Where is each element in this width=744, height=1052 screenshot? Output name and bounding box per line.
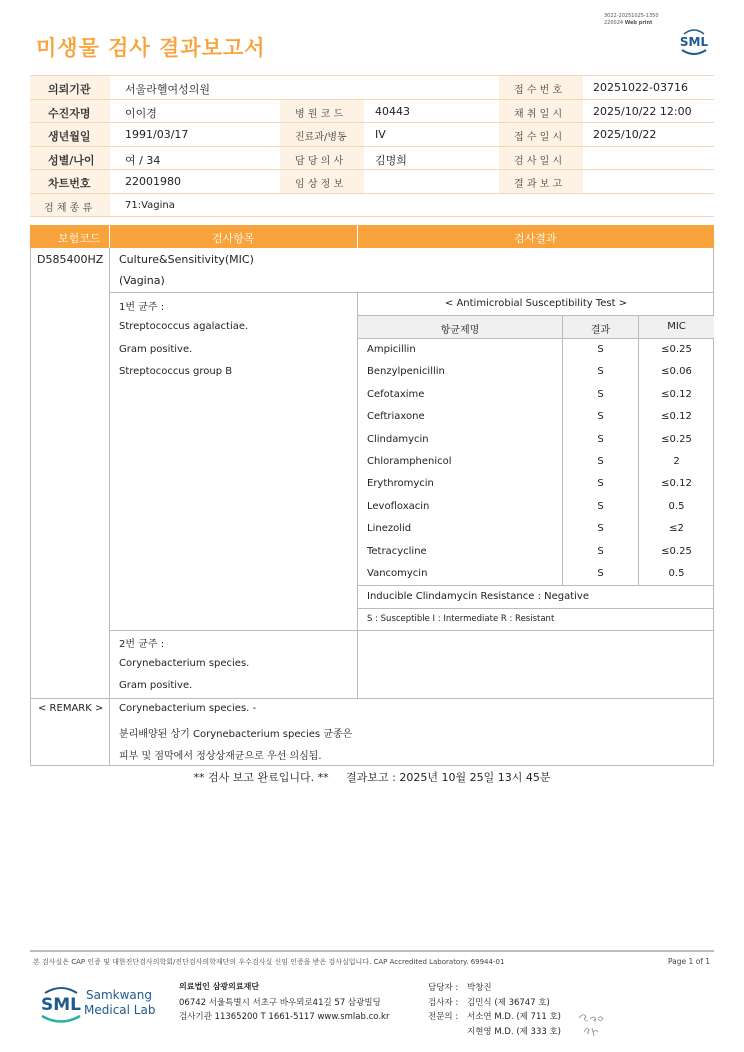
ast-drug-name: Erythromycin <box>367 478 434 490</box>
strain1-line: Streptococcus group B <box>119 366 233 377</box>
value-accession: 20251022-03716 <box>593 81 688 94</box>
ast-result: S <box>597 366 604 378</box>
ast-result: S <box>597 500 604 512</box>
ast-mic: 0.5 <box>668 500 685 512</box>
strain2-line: Corynebacterium species. <box>119 658 250 669</box>
strain1-line: Streptococcus agalactiae. <box>119 321 249 332</box>
strain2-label: 2번 균주 : <box>119 639 165 650</box>
info-row <box>30 76 714 100</box>
staff-role: 담당자 : <box>428 983 459 993</box>
label-collection-time: 채 취 일 시 <box>514 108 563 120</box>
sml-footer-logo <box>36 983 86 1029</box>
info-row <box>30 123 714 147</box>
strain2-line: Gram positive. <box>119 680 193 691</box>
label-department: 진료과/병동 <box>295 132 347 143</box>
ast-result: S <box>597 456 604 467</box>
ast-col-drug: 항균제명 <box>440 325 480 336</box>
completion-note: ** 검사 보고 완료입니다. ** 결과보고 : 2025년 10월 25일 13시 45분 <box>193 771 551 784</box>
ast-mic: ≤0.25 <box>661 545 692 557</box>
ast-drug-name: Ceftriaxone <box>367 411 425 423</box>
ast-result: S <box>597 411 604 423</box>
sml-logo-icon <box>676 24 712 60</box>
info-row <box>30 170 714 194</box>
ast-mic: ≤0.12 <box>661 388 692 400</box>
label-patient-name: 수진자명 <box>48 106 91 120</box>
web-print-label: Web print <box>624 20 653 26</box>
org-address: 06742 서울특별시 서초구 바우뫼로41길 57 삼광빌딩 <box>179 998 381 1008</box>
label-result-report: 결 과 보 고 <box>514 179 563 190</box>
ast-drug-name: Clindamycin <box>367 433 429 445</box>
value-institution: 서울라헬여성의원 <box>125 83 211 96</box>
ast-drug-name: Linezolid <box>367 523 412 535</box>
ast-col-mic: MIC <box>667 321 686 332</box>
ast-result: S <box>597 433 604 445</box>
label-test-time: 검 사 일 시 <box>514 155 563 167</box>
header-test-result: 검사결과 <box>514 232 557 245</box>
staff-name: 박창진 <box>467 983 492 993</box>
value-collection-time: 2025/10/22 12:00 <box>593 104 692 118</box>
staff-name: 지현영 M.D. (제 333 호) <box>467 1027 562 1037</box>
ast-result: S <box>597 388 604 400</box>
print-info-line1: 3022-20251025-1350 <box>604 13 659 19</box>
ast-mic: ≤0.12 <box>661 478 692 490</box>
ast-result: S <box>597 478 604 490</box>
value-birthdate: 1991/03/17 <box>125 128 189 141</box>
label-clinical-info: 임 상 정 보 <box>295 179 344 190</box>
logo-name-2: Medical Lab <box>84 1003 156 1017</box>
info-row <box>30 147 714 171</box>
label-hospital-code: 병 원 코 드 <box>295 108 344 120</box>
logo-top-text: SML <box>679 35 709 49</box>
label-sex-age: 성별/나이 <box>48 153 95 167</box>
test-name: Culture&Sensitivity(MIC) <box>119 253 254 266</box>
label-chart-number: 차트번호 <box>48 177 91 190</box>
staff-role: 검사자 : <box>428 998 459 1008</box>
results-header <box>30 225 714 248</box>
label-birthdate: 생년월일 <box>48 130 91 143</box>
value-department: IV <box>375 128 386 141</box>
ast-mic: ≤2 <box>669 523 684 535</box>
header-test-item: 검사항목 <box>212 232 255 245</box>
org-contact: 검사기관 11365200 T 1661-5117 www.smlab.co.kr <box>179 1012 390 1022</box>
value-hospital-code: 40443 <box>375 104 410 118</box>
ast-drug-name: Levofloxacin <box>367 500 430 512</box>
remark-line: Corynebacterium species. - <box>119 703 257 714</box>
value-doctor: 김명희 <box>375 153 407 167</box>
print-info <box>604 13 659 27</box>
ast-col-result: 결과 <box>590 325 611 336</box>
header-insurance-code: 보험코드 <box>58 232 101 245</box>
label-accession: 접 수 번 호 <box>514 85 563 96</box>
value-patient-name: 이이경 <box>125 106 157 120</box>
remark-label: < REMARK > <box>38 703 104 714</box>
inducible-clindamycin: Inducible Clindamycin Resistance : Negative <box>367 591 590 602</box>
label-specimen: 검 체 종 류 <box>44 202 93 214</box>
org-name: 의료법인 삼광의료재단 <box>179 982 260 991</box>
print-info-line2: 220024 <box>604 20 624 26</box>
ast-result: S <box>597 545 604 557</box>
logo-name-1: Samkwang <box>86 988 152 1002</box>
ast-result: S <box>597 568 604 579</box>
value-specimen: 71:Vagina <box>125 199 175 211</box>
strain1-line: Gram positive. <box>119 344 193 355</box>
strain1-label: 1번 균주 : <box>119 302 165 313</box>
ast-mic: 2 <box>673 456 680 467</box>
label-received-time: 접 수 일 시 <box>514 132 563 143</box>
staff-role: 전문의 : <box>428 1012 459 1022</box>
page-number: Page 1 of 1 <box>668 957 711 966</box>
value-sex-age: 여 / 34 <box>125 153 161 167</box>
label-institution: 의뢰기관 <box>48 83 91 96</box>
ast-mic: ≤0.12 <box>661 411 692 423</box>
susceptibility-legend: S : Susceptible I : Intermediate R : Resistant <box>367 614 555 624</box>
remark-line: 피부 및 점막에서 정상상재균으로 우선 의심됨. <box>119 751 322 762</box>
ast-result: S <box>597 344 604 355</box>
ast-mic: ≤0.25 <box>661 433 692 445</box>
ast-drug-name: Chloramphenicol <box>367 456 452 467</box>
cert-text: 본 검사실은 CAP 인증 및 대한진단검사의학회/진단검사의학재단의 우수검사실 신임 인증을 받은 검사실입니다. CAP Accredited Laboratory. 69944-01 <box>33 958 505 966</box>
info-row <box>30 100 714 124</box>
ast-drug-name: Tetracycline <box>367 545 427 557</box>
value-received-time: 2025/10/22 <box>593 128 657 141</box>
sml-logo-icon <box>36 983 86 1025</box>
ast-drug-name: Cefotaxime <box>367 388 425 400</box>
ast-drug-name: Vancomycin <box>367 568 428 579</box>
logo-footer-text: SML <box>41 995 81 1015</box>
info-row <box>30 194 714 218</box>
signature-icon <box>576 1008 610 1038</box>
ast-mic: ≤0.06 <box>661 366 692 378</box>
insurance-code: D585400HZ <box>37 253 104 266</box>
staff-name: 김민식 (제 36747 호) <box>467 998 550 1008</box>
value-chart-number: 22001980 <box>125 175 181 188</box>
label-doctor: 담 당 의 사 <box>295 155 344 167</box>
staff-name: 서소연 M.D. (제 711 호) <box>467 1012 562 1022</box>
test-specimen: (Vagina) <box>119 274 165 287</box>
ast-mic: ≤0.25 <box>661 344 692 355</box>
ast-result: S <box>597 523 604 535</box>
remark-line: 분리배양된 상기 Corynebacterium species 균종은 <box>119 729 353 740</box>
patient-info <box>30 75 714 217</box>
ast-mic: 0.5 <box>668 568 685 579</box>
ast-title: < Antimicrobial Susceptibility Test > <box>444 298 628 309</box>
report-title: 미생물 검사 결과보고서 <box>36 36 266 60</box>
ast-drug-name: Ampicillin <box>367 344 416 355</box>
ast-drug-name: Benzylpenicillin <box>367 366 445 378</box>
footer-divider <box>30 950 714 952</box>
